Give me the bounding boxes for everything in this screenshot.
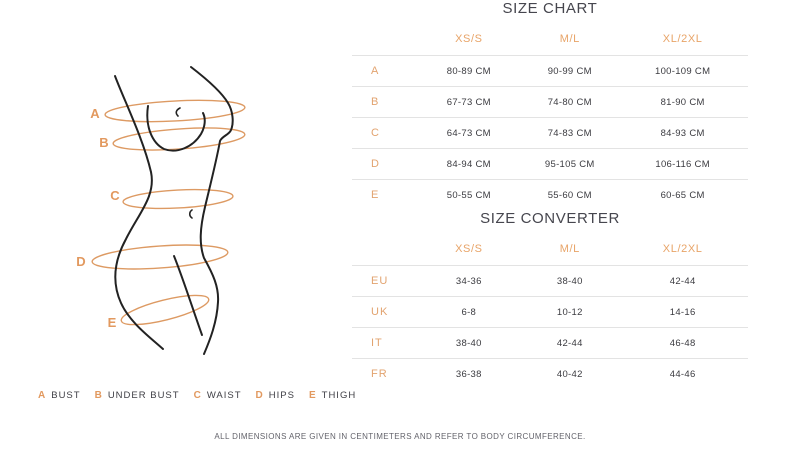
legend-item [38, 390, 81, 401]
cell-value: 6-8 [461, 306, 477, 318]
table-row [352, 149, 748, 180]
legend-item [194, 390, 242, 401]
table-row [352, 180, 748, 211]
row-label: E [371, 189, 380, 201]
waist-measure-ellipse [123, 187, 234, 211]
legend-key: B [94, 390, 103, 401]
row-label: IT [371, 337, 383, 349]
legend-key: A [38, 390, 47, 401]
dimensions-note: ALL DIMENSIONS ARE GIVEN IN CENTIMETERS AND REFER TO BODY CIRCUMFERENCE. [214, 432, 586, 441]
legend-key: D [255, 390, 264, 401]
size-chart-head [352, 23, 748, 56]
figure-markers [76, 106, 120, 330]
legend-item [309, 390, 356, 401]
size-chart-title: SIZE CHART [502, 0, 598, 17]
legend-item [256, 390, 295, 401]
cell-value: 38-40 [455, 337, 482, 349]
cell-value: 44-46 [669, 368, 696, 380]
figure-marker-e: E [107, 315, 117, 330]
row-label: UK [371, 306, 389, 318]
legend-label: HIPS [268, 390, 295, 401]
size-converter-title: SIZE CONVERTER [480, 210, 620, 227]
row-label: D [371, 158, 380, 170]
cell-value: 67-73 CM [446, 96, 491, 108]
figure-marker-d: D [76, 254, 86, 269]
cell-value: 95-105 CM [544, 158, 595, 170]
column-header: XL/2XL [662, 33, 703, 45]
table-row [352, 266, 748, 297]
header-row [352, 23, 748, 56]
legend-label: WAIST [206, 390, 242, 401]
figure-marker-a: A [90, 106, 100, 121]
cell-value: 38-40 [556, 275, 583, 287]
row-label: B [371, 96, 380, 108]
cell-value: 34-36 [455, 275, 482, 287]
table-row [352, 328, 748, 359]
column-header: M/L [559, 243, 580, 255]
cell-value: 84-94 CM [446, 158, 491, 170]
cell-value: 10-12 [556, 306, 583, 318]
legend-label: BUST [51, 390, 81, 401]
corner-cell [352, 233, 415, 266]
cell-value: 40-42 [556, 368, 583, 380]
cell-value: 64-73 CM [446, 127, 491, 139]
body-figure-illustration [0, 0, 320, 380]
cell-value: 42-44 [556, 337, 583, 349]
table-row [352, 56, 748, 87]
row-label: EU [371, 275, 389, 287]
row-label: C [371, 127, 380, 139]
cell-value: 90-99 CM [547, 65, 592, 77]
cell-value: 55-60 CM [547, 189, 592, 201]
header-row [352, 233, 748, 266]
legend-item [95, 390, 180, 401]
size-converter-head [352, 233, 748, 266]
body-outline-right [191, 67, 233, 354]
figure-marker-b: B [99, 135, 109, 150]
column-header: M/L [559, 33, 580, 45]
cell-value: 36-38 [455, 368, 482, 380]
cell-value: 74-80 CM [547, 96, 592, 108]
measure-ellipses [91, 97, 245, 330]
legend-key: E [308, 390, 317, 401]
navel-mark [190, 210, 192, 218]
size-chart-body [352, 56, 748, 211]
figure-marker-c: C [110, 188, 120, 203]
cell-value: 106-116 CM [655, 158, 710, 170]
cell-value: 60-65 CM [660, 189, 705, 201]
size-converter-body [352, 266, 748, 390]
cell-value: 46-48 [669, 337, 696, 349]
table-row [352, 87, 748, 118]
column-header: XL/2XL [662, 243, 703, 255]
column-header: XS/S [455, 33, 483, 45]
nipple-mark [176, 108, 180, 116]
legend-label: THIGH [321, 390, 357, 401]
legend-label: UNDER BUST [107, 390, 180, 401]
cell-value: 74-83 CM [547, 127, 592, 139]
cell-value: 14-16 [669, 306, 696, 318]
table-row [352, 297, 748, 328]
table-row [352, 359, 748, 390]
hips-measure-ellipse [91, 241, 228, 272]
column-header: XS/S [455, 243, 483, 255]
cell-value: 100-109 CM [655, 65, 711, 77]
cell-value: 84-93 CM [660, 127, 705, 139]
cell-value: 50-55 CM [446, 189, 491, 201]
corner-cell [352, 23, 415, 56]
size-converter-table [352, 233, 748, 389]
figure-legend [38, 390, 356, 401]
tables-panel [352, 0, 748, 389]
cell-value: 42-44 [669, 275, 696, 287]
table-row [352, 118, 748, 149]
cell-value: 80-89 CM [446, 65, 491, 77]
legend-key: C [193, 390, 202, 401]
row-label: FR [371, 368, 388, 380]
row-label: A [371, 65, 380, 77]
size-chart-table [352, 23, 748, 210]
cell-value: 81-90 CM [660, 96, 705, 108]
